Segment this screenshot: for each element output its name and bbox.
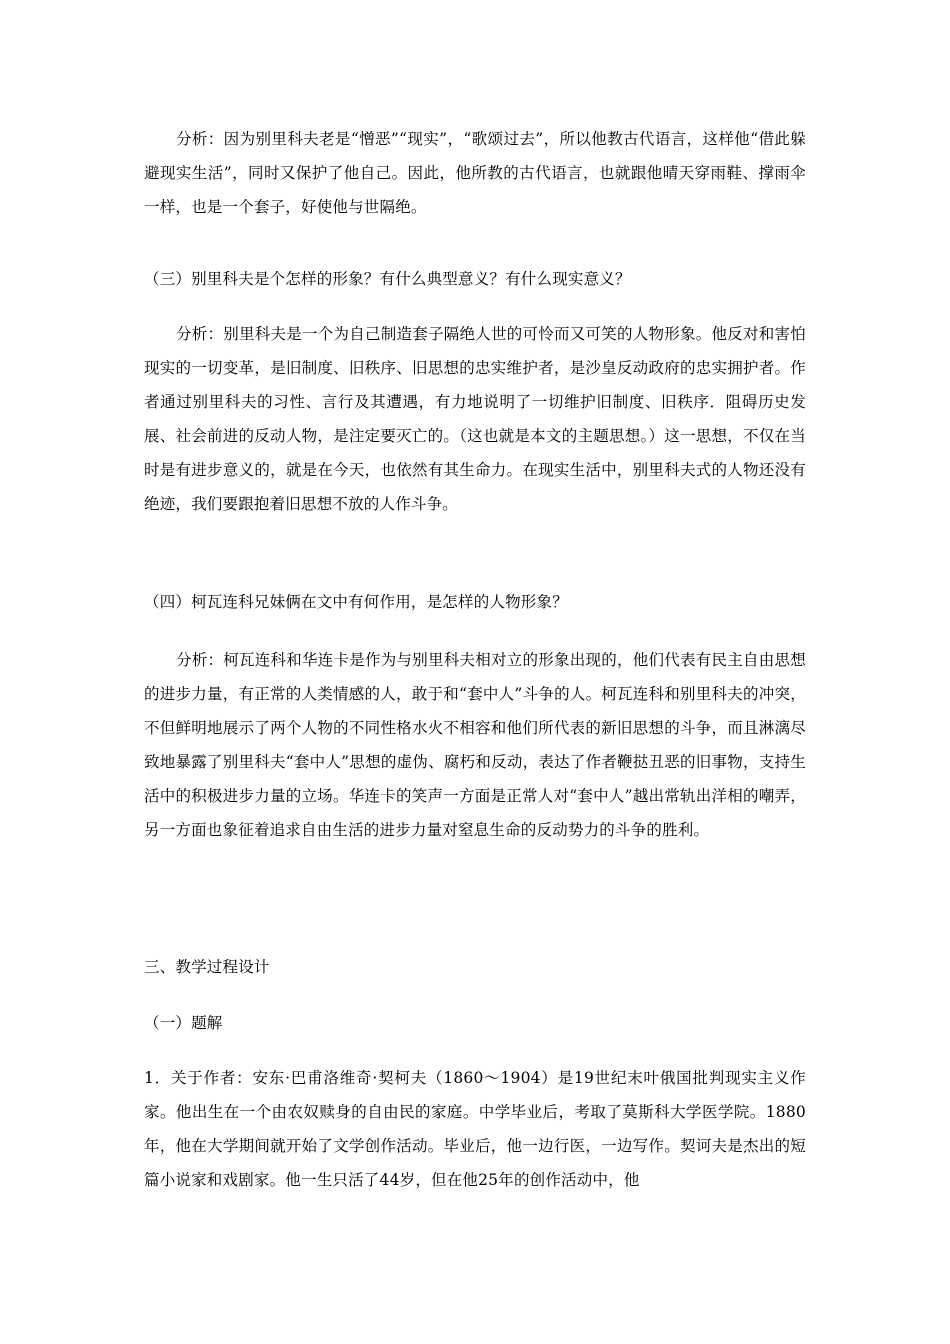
analysis-paragraph-3: 分析：柯瓦连科和华连卡是作为与别里科夫相对立的形象出现的，他们代表有民主自由思想的进步力量，有正常的人类情感的人，敢于和“套中人”斗争的人。柯瓦连科和别里科夫的冲突，不但鲜明地展示了两个人物的不同性格水火不相容和他们所代表的新旧思想的斗争，而且淋漓尽致地暴露了别里科夫“套中人”思想的虚伪、腐朽和反动，表达了作者鞭挞丑恶的旧事物，支持生活中的积极进步力量的立场。华连卡的笑声一方面是正常人对“套中人”越出常轨出洋相的嘲弄，另一方面也象征着追求自由生活的进步力量对窒息生命的反动势力的斗争的胜利。 <box>144 651 806 839</box>
question-3-heading: （三）别里科夫是个怎样的形象？有什么典型意义？有什么现实意义？ <box>144 270 631 288</box>
analysis-paragraph-1: 分析：因为别里科夫老是“憎恶”“现实”，“歌颂过去”，所以他教古代语言，这样他“借此躲避现实生活”，同时又保护了他自己。因此，他所教的古代语言，也就跟他晴天穿雨鞋、撑雨伞一样，也是一个套子，好使他与世隔绝。 <box>144 130 806 216</box>
section-3-heading: 三、教学过程设计 <box>144 958 270 976</box>
analysis-paragraph-2: 分析：别里科夫是一个为自己制造套子隔绝人世的可怜而又可笑的人物形象。他反对和害怕现实的一切变革，是旧制度、旧秩序、旧思想的忠实维护者，是沙皇反动政府的忠实拥护者。作者通过别里科夫的习性、言行及其遭遇，有力地说明了一切维护旧制度、旧秩序．阻碍历史发展、社会前进的反动人物，是注定要灭亡的。（这也就是本文的主题思想。）这一思想，不仅在当时是有进步意义的，就是在今天，也依然有其生命力。在现实生活中，别里科夫式的人物还没有绝迹，我们要跟抱着旧思想不放的人作斗争。 <box>144 325 806 513</box>
subsection-1-heading: （一）题解 <box>144 1014 223 1032</box>
author-paragraph: 1．关于作者：安东·巴甫洛维奇·契柯夫（1860～1904）是19世纪末叶俄国批判现实主义作家。他出生在一个由农奴赎身的自由民的家庭。中学毕业后，考取了莫斯科大学医学院。1880年，他在大学期间就开始了文学创作活动。毕业后，他一边行医，一边写作。契诃夫是杰出的短篇小说家和戏剧家。他一生只活了44岁，但在他25年的创作活动中，他 <box>144 1069 806 1189</box>
question-4-heading: （四）柯瓦连科兄妹俩在文中有何作用，是怎样的人物形象？ <box>144 593 568 611</box>
